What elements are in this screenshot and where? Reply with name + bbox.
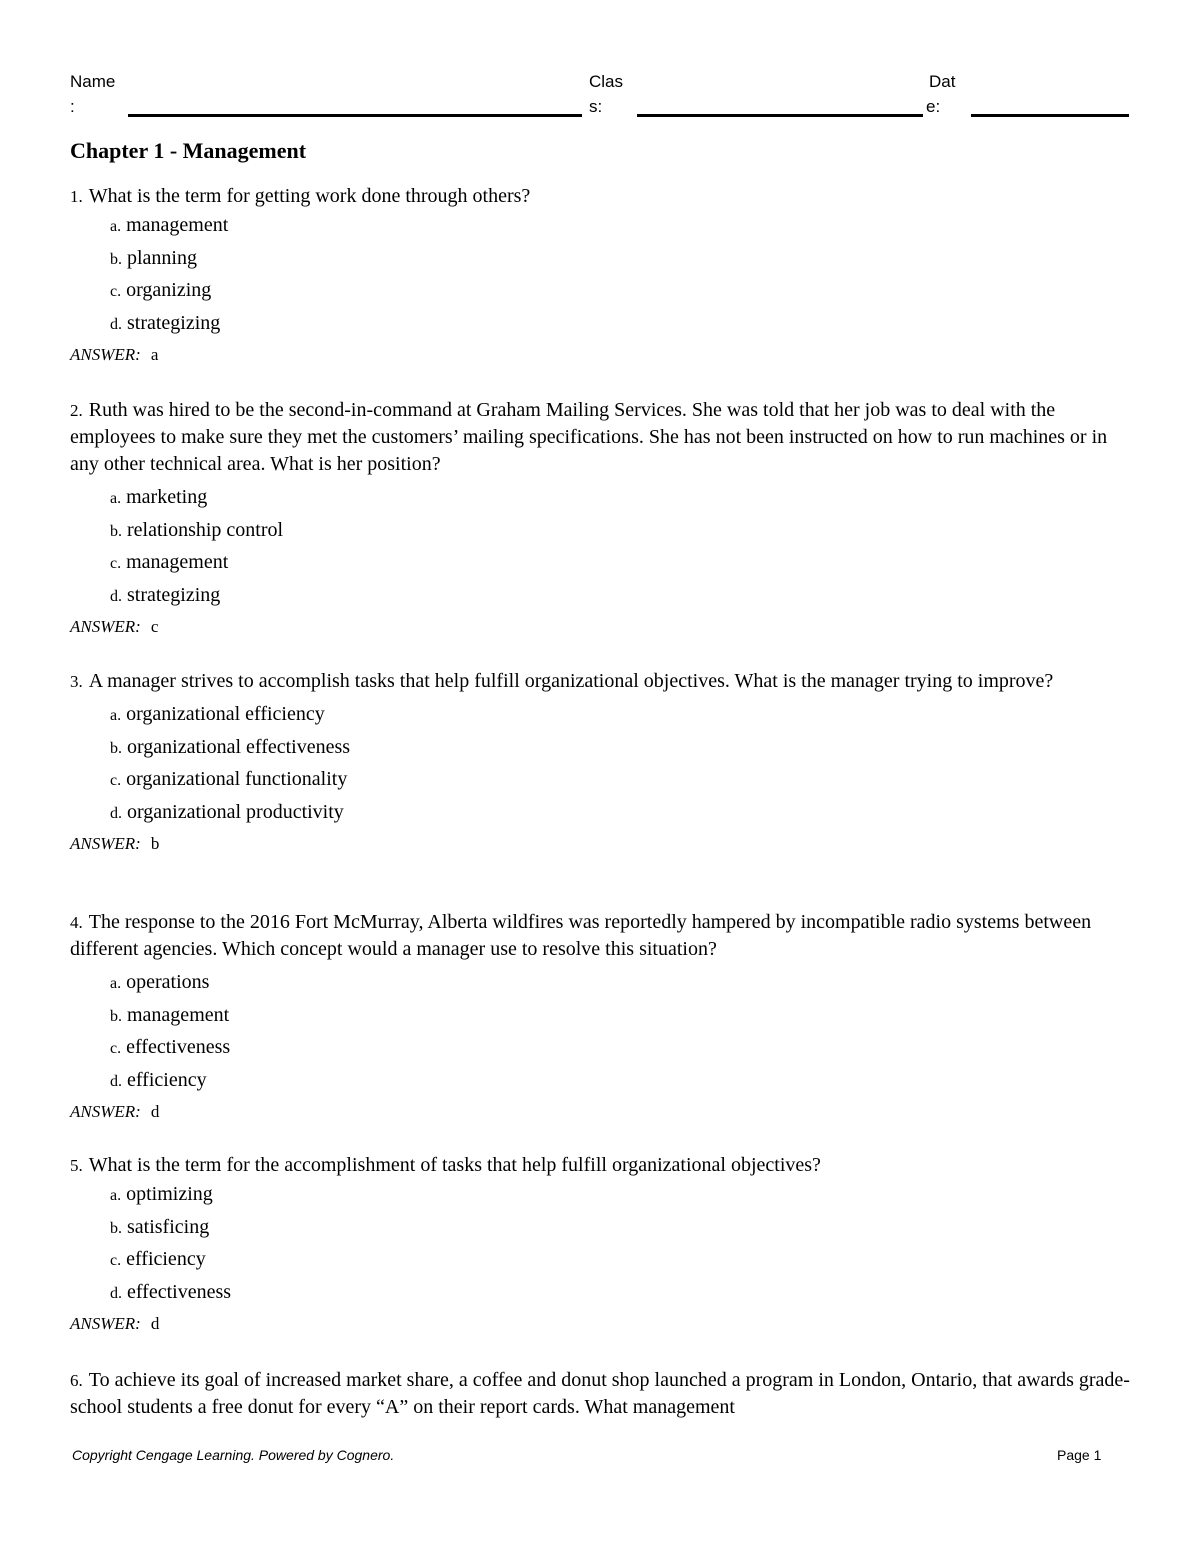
option-a[interactable]: a. marketing xyxy=(110,486,208,508)
question-text: The response to the 2016 Fort McMurray, Alberta wildfires was reportedly hampered by incompatible radio systems between different agencies. Which concept would a manager use to resolve this situation? xyxy=(70,911,1092,960)
option-c[interactable]: c. efficiency xyxy=(110,1248,206,1270)
question-number: 4. xyxy=(70,913,83,932)
option-a[interactable]: a. operations xyxy=(110,971,210,993)
option-b[interactable]: b. satisficing xyxy=(110,1215,210,1238)
question-text: A manager strives to accomplish tasks that help fulfill organizational objectives. What is the manager trying to improve? xyxy=(88,670,1054,692)
question-stem xyxy=(70,909,1130,963)
option-list xyxy=(70,482,1130,612)
option-list xyxy=(70,967,1130,1097)
answer-value: c xyxy=(150,617,159,636)
answer-label: ANSWER: xyxy=(70,834,141,853)
question-text: Ruth was hired to be the second-in-command at Graham Mailing Services. She was told that her job was to deal with the employees to make sure they met the customers’ mailing specifications. She has not been instructed on how to run machines or in any other technical area. What is her position? xyxy=(70,399,1108,475)
option-b[interactable]: b. relationship control xyxy=(110,518,284,541)
question-stem xyxy=(70,397,1130,478)
question-text: What is the term for getting work done through others? xyxy=(88,185,531,207)
question-stem xyxy=(70,183,1130,210)
question-4 xyxy=(70,909,1130,1127)
question-number: 2. xyxy=(70,401,83,420)
answer-line xyxy=(70,1097,1130,1127)
chapter-title: Chapter 1 - Management xyxy=(70,138,307,163)
question-stem xyxy=(70,1367,1130,1421)
option-b[interactable]: b. management xyxy=(110,1003,230,1026)
question-stem xyxy=(70,1152,1130,1179)
question-3 xyxy=(70,668,1130,859)
option-d[interactable]: d. efficiency xyxy=(110,1068,207,1091)
question-stem xyxy=(70,668,1130,695)
date-field-line[interactable] xyxy=(971,114,1129,117)
answer-line xyxy=(70,612,1130,642)
class-label-bottom: s: xyxy=(589,97,603,116)
name-label-bottom: : xyxy=(70,97,75,116)
option-d[interactable]: d. strategizing xyxy=(110,583,221,606)
name-label-top: Name xyxy=(70,72,116,91)
answer-line xyxy=(70,340,1130,370)
answer-value: b xyxy=(150,834,160,853)
option-c[interactable]: c. effectiveness xyxy=(110,1036,231,1058)
option-c[interactable]: c. management xyxy=(110,551,229,573)
option-list xyxy=(70,210,1130,340)
answer-label: ANSWER: xyxy=(70,1102,141,1121)
option-b[interactable]: b. planning xyxy=(110,246,197,269)
question-number: 1. xyxy=(70,187,83,206)
footer-page-number: Page 1 xyxy=(1057,1447,1102,1463)
class-label-top: Clas xyxy=(589,72,624,91)
question-2 xyxy=(70,397,1130,642)
question-text: What is the term for the accomplishment of tasks that help fulfill organizational objectives? xyxy=(88,1154,821,1176)
answer-label: ANSWER: xyxy=(70,1314,141,1333)
answer-value: d xyxy=(150,1314,160,1333)
question-number: 6. xyxy=(70,1371,83,1390)
option-list xyxy=(70,699,1130,829)
option-d[interactable]: d. strategizing xyxy=(110,311,221,334)
question-1 xyxy=(70,183,1130,370)
question-number: 5. xyxy=(70,1156,83,1175)
answer-value: a xyxy=(150,345,159,364)
option-c[interactable]: c. organizing xyxy=(110,279,212,301)
answer-line xyxy=(70,829,1130,859)
option-d[interactable]: d. organizational productivity xyxy=(110,800,344,823)
answer-label: ANSWER: xyxy=(70,617,141,636)
answer-label: ANSWER: xyxy=(70,345,141,364)
option-a[interactable]: a. optimizing xyxy=(110,1183,213,1205)
question-6 xyxy=(70,1367,1130,1421)
footer-copyright: Copyright Cengage Learning. Powered by Cognero. xyxy=(72,1447,395,1463)
option-c[interactable]: c. organizational functionality xyxy=(110,768,348,790)
option-a[interactable]: a. management xyxy=(110,214,229,236)
class-field-line[interactable] xyxy=(637,114,923,117)
option-d[interactable]: d. effectiveness xyxy=(110,1280,232,1303)
answer-line xyxy=(70,1309,1130,1339)
question-text: To achieve its goal of increased market share, a coffee and donut shop launched a program in London, Ontario, that awards grade-school students a free donut for every “A” on their report cards. What management xyxy=(70,1369,1130,1418)
option-a[interactable]: a. organizational efficiency xyxy=(110,703,325,725)
date-label-bottom: e: xyxy=(926,97,941,116)
name-field-line[interactable] xyxy=(128,114,582,117)
question-5 xyxy=(70,1152,1130,1339)
answer-value: d xyxy=(150,1102,160,1121)
question-number: 3. xyxy=(70,672,83,691)
option-list xyxy=(70,1179,1130,1309)
option-b[interactable]: b. organizational effectiveness xyxy=(110,735,351,758)
date-label-top: Dat xyxy=(929,72,956,91)
